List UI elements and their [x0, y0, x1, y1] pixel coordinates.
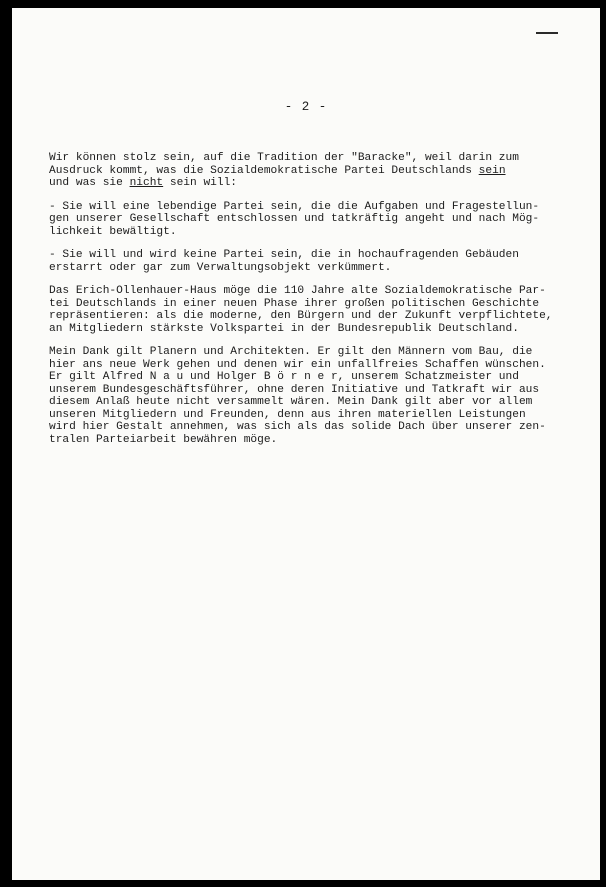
text-line: lichkeit bewältigt. [49, 225, 177, 238]
document-body [49, 152, 594, 457]
text-line: Er gilt Alfred N a u und Holger B ö r n e r, unserem Schatzmeister und [49, 371, 519, 383]
paragraph-bullet-1 [49, 201, 594, 239]
text-line: - Sie will eine lebendige Partei sein, die die Aufgaben und Fragestellun- [49, 200, 540, 213]
paragraph-ollenhauer-haus [49, 285, 594, 335]
text-line: erstarrt oder gar zum Verwaltungsobjekt verkümmert. [49, 261, 392, 274]
text-line: diesem Anlaß heute nicht versammelt wären. Mein Dank gilt aber vor allem [49, 396, 533, 408]
text-line: Mein Dank gilt Planern und Architekten. Er gilt den Männern vom Bau, die [49, 346, 533, 358]
text-line: Wir können stolz sein, auf die Tradition der "Baracke", weil darin zum [49, 152, 519, 164]
text-line: und was sie nicht sein will: [49, 177, 238, 189]
paragraph-bullet-2 [49, 249, 594, 274]
paragraph-intro [49, 152, 594, 190]
text-line: wird hier Gestalt annehmen, was sich als das solide Dach über unserer zen- [49, 421, 546, 433]
page-number: - 2 - [284, 100, 328, 114]
text-line: - Sie will und wird keine Partei sein, die in hochaufragenden Gebäuden [49, 249, 519, 261]
text-line: Das Erich-Ollenhauer-Haus möge die 110 Jahre alte Sozialdemokratische Par- [49, 285, 546, 297]
paragraph-thanks [49, 346, 594, 446]
underlined-word: nicht [129, 177, 164, 189]
text-line: an Mitgliedern stärkste Volkspartei in der Bundesrepublik Deutschland. [49, 322, 519, 335]
text-line: unserem Bundesgeschäftsführer, ohne deren Initiative und Tatkraft wir aus [49, 383, 540, 396]
document-page [12, 8, 600, 880]
text-line: tei Deutschlands in einer neuen Phase ihrer großen politischen Geschichte [49, 297, 540, 310]
text-line: tralen Parteiarbeit bewähren möge. [49, 433, 278, 446]
text-line: repräsentieren: als die moderne, den Bürgern und der Zukunft verpflichtete, [49, 310, 553, 322]
text-line: hier ans neue Werk gehen und denen wir ein unfallfreies Schaffen wünschen. [49, 358, 546, 371]
text-line: Ausdruck kommt, was die Sozialdemokratische Partei Deutschlands sein [49, 164, 506, 177]
corner-mark [536, 32, 558, 34]
text-line: gen unserer Gesellschaft entschlossen und tatkräftig angeht und nach Mög- [49, 213, 540, 225]
text-line: unseren Mitgliedern und Freunden, denn aus ihren materiellen Leistungen [49, 408, 526, 421]
underlined-word: sein [478, 164, 506, 177]
